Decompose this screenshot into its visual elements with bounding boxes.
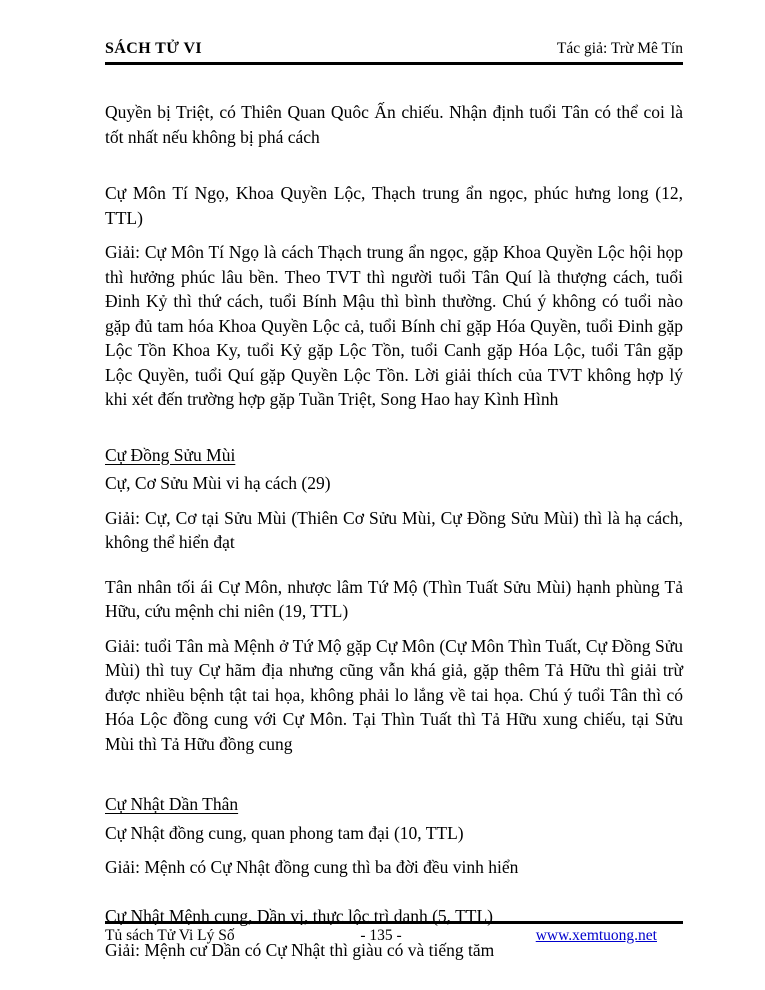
page-content xyxy=(105,0,683,963)
rule-paragraph: Cự Môn Tí Ngọ, Khoa Quyền Lộc, Thạch trung ẩn ngọc, phúc hưng long (12, TTL) xyxy=(105,183,683,228)
series-title: Tủ sách Tử Vi Lý Số xyxy=(105,927,235,944)
rule-paragraph: Cự Nhật đồng cung, quan phong tam đại (10, TTL) xyxy=(105,822,464,843)
rule-paragraph: Cự, Cơ Sửu Mùi vi hạ cách (29) xyxy=(105,473,331,493)
explanation-paragraph: Giải: Mệnh có Cự Nhật đồng cung thì ba đời đều vinh hiển xyxy=(105,857,519,877)
explanation-paragraph: Giải: Cự, Cơ tại Sửu Mùi (Thiên Cơ Sửu Mùi, Cự Đồng Sửu Mùi) thì là hạ cách, không thể hiển đạt xyxy=(105,507,683,552)
explanation-paragraph: Giải: tuổi Tân mà Mệnh ở Tứ Mộ gặp Cự Môn (Cự Môn Thìn Tuất, Cự Đồng Sửu Mùi) thì tuy Cự hãm địa nhưng cũng vẫn khá giả, gặp thêm Tả Hữu thì giải trừ được nhiều bệnh tật tai họa, không phải lo lắng về tai họa. Chú ý tuổi Tân thì có Hóa Lộc đồng cung với Cự Môn. Tại Thìn Tuất thì Tả Hữu xung chiếu, tại Sửu Mùi thì Tả Hữu đồng cung xyxy=(105,635,683,754)
rule-paragraph: Tân nhân tối ái Cự Môn, nhược lâm Tứ Mộ (Thìn Tuất Sửu Mùi) hạnh phùng Tả Hữu, cứu mệnh chi niên (19, TTL) xyxy=(105,576,683,621)
explanation-paragraph: Giải: Mệnh cư Dần có Cự Nhật thì giàu có và tiếng tăm xyxy=(105,940,495,960)
author-credit: Tác giả: Trừ Mê Tín xyxy=(556,40,683,57)
explanation-paragraph: Giải: Cự Môn Tí Ngọ là cách Thạch trung ẩn ngọc, gặp Khoa Quyền Lộc hội họp thì hưởng phúc lâu bền. Theo TVT thì người tuổi Tân Quí là thượng cách, tuổi Đinh Kỷ thì thứ cách, tuổi Bính Mậu thì bình thường. Chú ý không có tuổi nào gặp đủ tam hóa Khoa Quyền Lộc cả, tuổi Bính chỉ gặp Hóa Quyền, tuổi Đinh gặp Lộc Tồn Khoa Ky, tuổi Kỷ gặp Lộc Tồn, tuổi Canh gặp Hóa Lộc, tuổi Tân gặp Lộc Quyền, tuổi Quí gặp Quyền Lộc Tồn. Lời giải thích của TVT không hợp lý khi xét đến trường hợp gặp Tuần Triệt, Song Hao hay Kình Hình xyxy=(105,242,683,409)
page-header xyxy=(105,0,683,65)
intro-paragraph: Quyền bị Triệt, có Thiên Quan Quôc Ấn chiếu. Nhận định tuổi Tân có thể coi là tốt nhất nếu không bị phá cách xyxy=(105,102,683,147)
book-title: SÁCH TỬ VI xyxy=(105,40,203,57)
rule-paragraph: Cự Nhật Mệnh cung, Dần vị, thực lộc trì danh (5, TTL) xyxy=(105,905,494,926)
section-heading-cu-dong-suu-mui: Cự Đồng Sửu Mùi xyxy=(105,444,236,465)
website-link[interactable]: www.xemtuong.net xyxy=(535,927,657,944)
page-footer xyxy=(105,921,683,945)
section-heading-cu-nhat-dan-than: Cự Nhật Dần Thân xyxy=(105,794,239,814)
page-number: - 135 - xyxy=(360,927,402,944)
footer-row xyxy=(105,927,683,945)
